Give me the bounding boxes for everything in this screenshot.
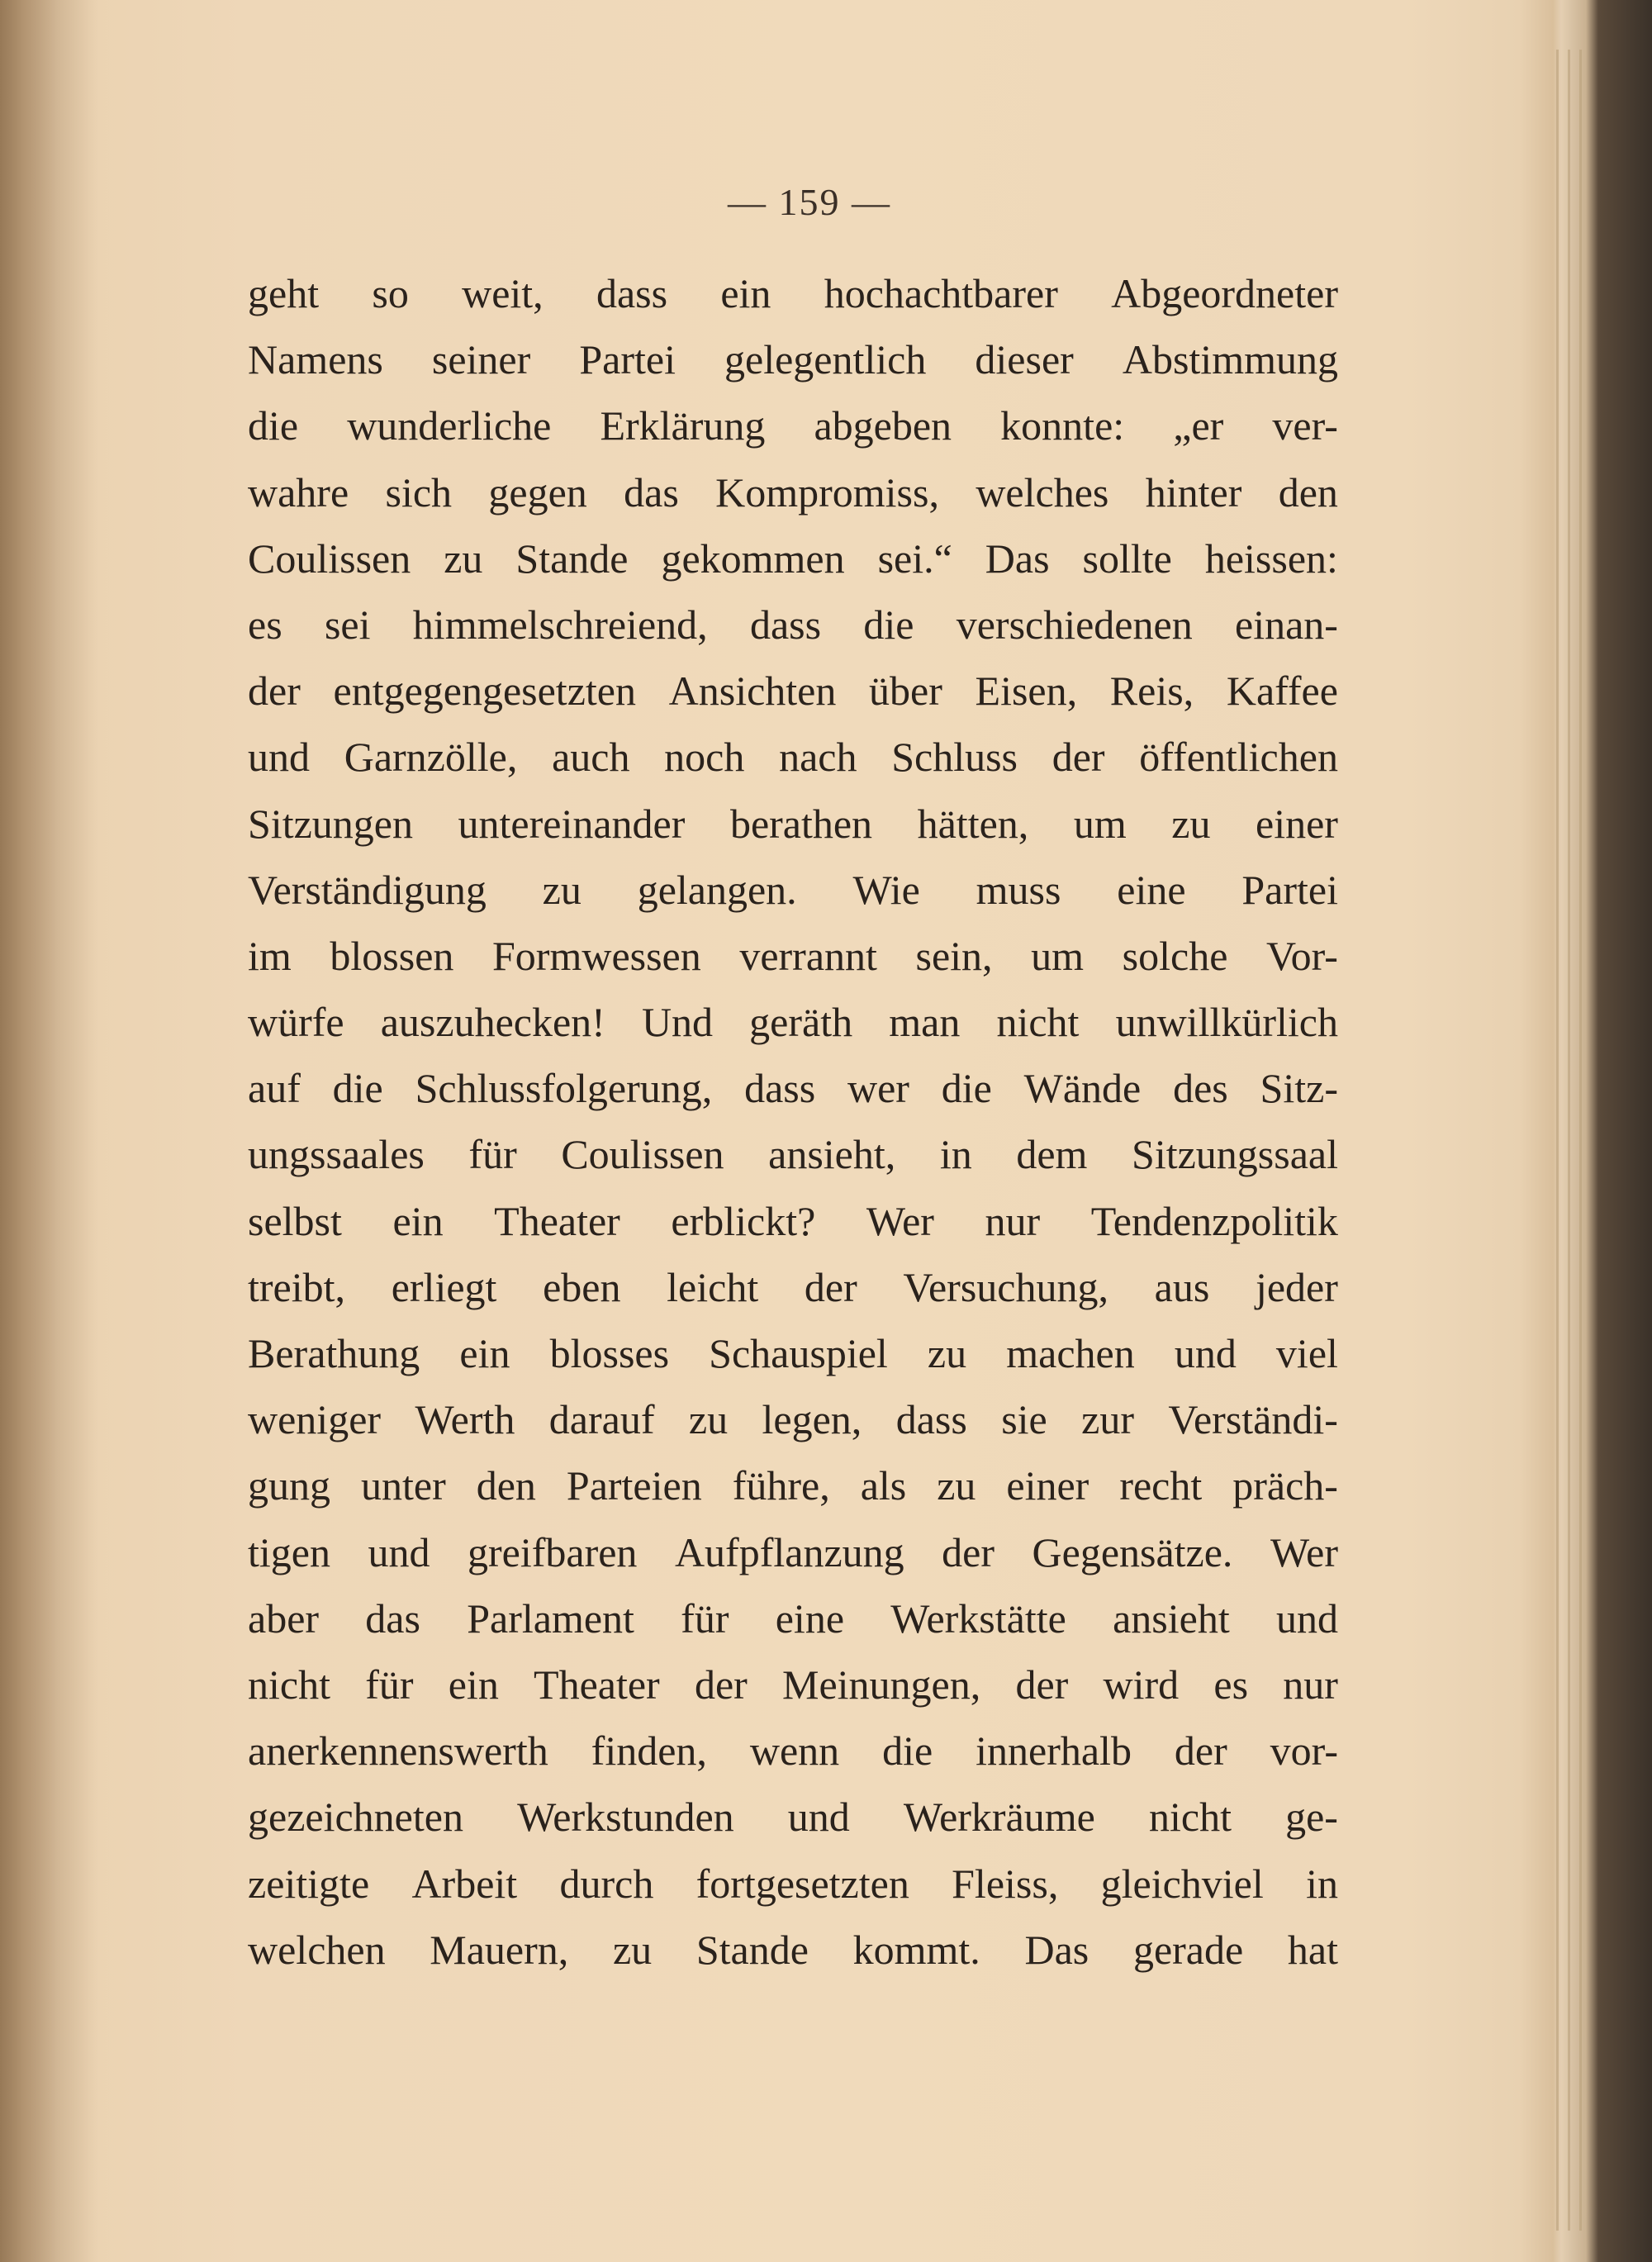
text-line: Coulissen zu Stande gekommen sei.“ Das sollte heissen: [248, 535, 1338, 582]
page-number: — 159 — [728, 181, 891, 223]
text-line: würfe auszuhecken! Und geräth man nicht unwillkürlich [248, 999, 1338, 1046]
text-line: der entgegengesetzten Ansichten über Eisen, Reis, Kaffee [248, 668, 1338, 715]
page-edge [1579, 50, 1582, 2231]
page-edge [1556, 50, 1559, 2231]
text-line: wahre sich gegen das Kompromiss, welches hinter den [248, 468, 1338, 516]
text-line: im blossen Formwessen verrannt sein, um solche Vor- [248, 932, 1338, 979]
text-line: aber das Parlament für eine Werkstätte ansieht und [248, 1594, 1338, 1642]
text-line: nicht für ein Theater der Meinungen, der wird es nur [248, 1661, 1338, 1708]
text-line: gezeichneten Werkstunden und Werkräume nicht ge- [248, 1794, 1338, 1841]
spine-shadow [0, 0, 99, 2262]
text-line: Berathung ein blosses Schauspiel zu machen und viel [248, 1330, 1338, 1376]
page-edge [1568, 50, 1570, 2231]
text-line: und Garnzölle, auch noch nach Schluss der öffentlichen [248, 734, 1338, 781]
text-line: auf die Schlussfolgerung, dass wer die Wände des Sitz- [248, 1065, 1338, 1112]
text-line: tigen und greifbaren Aufpflanzung der Gegensätze. Wer [248, 1528, 1338, 1575]
text-line: Verständigung zu gelangen. Wie muss eine Partei [248, 866, 1338, 913]
text-line: selbst ein Theater erblickt? Wer nur Tendenzpolitik [248, 1197, 1338, 1244]
text-line: weniger Werth darauf zu legen, dass sie zur Verständi- [248, 1396, 1338, 1443]
text-line: Sitzungen untereinander berathen hätten, um zu einer [248, 800, 1338, 847]
text-line: anerkennenswerth finden, wenn die innerhalb der vor- [248, 1727, 1338, 1775]
text-line: geht so weit, dass ein hochachtbarer Abgeordneter [248, 270, 1338, 316]
text-line: Namens seiner Partei gelegentlich dieser Abstimmung [248, 336, 1338, 383]
text-line: es sei himmelschreiend, dass die verschiedenen einan- [248, 601, 1338, 648]
text-line: gung unter den Parteien führe, als zu einer recht präch- [248, 1462, 1338, 1509]
text-line: zeitigte Arbeit durch fortgesetzten Fleiss, gleichviel in [248, 1860, 1338, 1907]
body-text [248, 260, 1338, 1983]
text-line: treibt, erliegt eben leicht der Versuchung, aus jeder [248, 1263, 1338, 1310]
text-line: welchen Mauern, zu Stande kommt. Das gerade hat [248, 1926, 1338, 1973]
text-line: ungssaales für Coulissen ansieht, in dem Sitzungssaal [248, 1131, 1338, 1178]
text-line: die wunderliche Erklärung abgeben konnte: „er ver- [248, 402, 1338, 449]
